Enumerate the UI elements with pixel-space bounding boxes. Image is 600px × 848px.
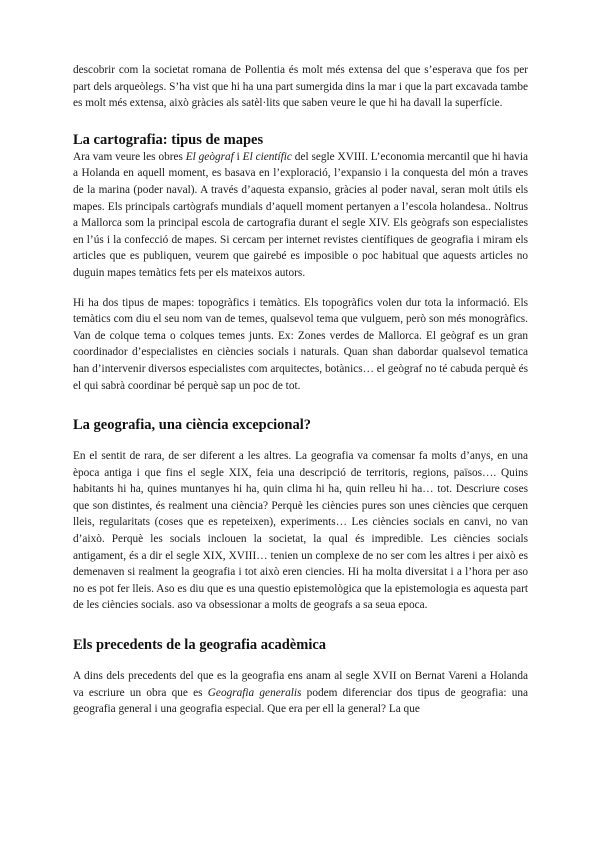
- text-run: podem diferenciar dos tipus de geografia: una geografia general i una geografia especial. Que era per ell la general? La que: [73, 686, 529, 716]
- text-run: del segle XVIII. L’economia mercantil que hi havia a Holanda en aquell moment, es basava en l’exploració, l’expansio i la conquesta del món a traves de la marina (poder naval). A través d’aquesta expansio, gràcies al poder naval, seran molt útils els mapes. Els principals cartògrafs mundials d’aquell moment pertanyen a l’escola holandesa.. Noltrus a Mallorca som la principal escola de cartografia durant el segle XIV. Els geògrafs son especialistes en l’ús i la confecció de mapes. Si cercam per internet revistes científiques de geografia i miram els articles que es publiquen, veurem que gairebé es imposible o poc habitual que aquests articles no duguin mapes temàtics fets per els mateixos autors.: [73, 150, 528, 279]
- italic-title-geografia-generalis: Geografia generalis: [207, 686, 302, 699]
- text-run: i: [233, 150, 243, 163]
- section-heading-precedents: Els precedents de la geografia acadèmica: [73, 637, 327, 654]
- cartografia-paragraph-2: Hi ha dos tipus de mapes: topogràfics i temàtics. Els topogràfics volen dur tota la informació. Els temàtics com diu el seu nom van de temes, qualsevol tema que vulguem, però son més monogràfics. Van de colque tema o colques temes junts. Ex: Zones verdes de Mallorca. El geògraf es un gran coordinador d’especialistes en ciències socials i naturals. Quan shan dabordar qualsevol tematica han d’intervenir diversos especialistes com arquitectes, botànics… el geògraf no té cabuda perquè és el qui sabrà coordinar bé perquè sap un poc de tot.: [73, 296, 528, 392]
- section-heading-ciencia-excepcional: La geografia, una ciència excepcional?: [73, 417, 312, 434]
- cartografia-paragraph-1: [73, 149, 528, 282]
- ciencia-paragraph-1: En el sentit de rara, de ser diferent a les altres. La geografia va comensar fa molts d’anys, en una època antiga i que fins el segle XIX, feia una descripció de territoris, regions, països…. Quins habitants hi ha, quines muntanyes hi ha, quin clima hi ha, quin relleu hi ha… tot. Descriure coses que son distintes, és realment una ciència? Perquè les ciències pures son unes ciències que cerquen lleis, regularitats (coses que es repeteixen), experiments… Les ciències socials en canvi, no van d’això. Perquè les socials inclouen la societat, la qual és impredible. Les ciències socials antigament, és a dir el segle XIX, XVIII… tenien un complexe de no ser com les altres i per això es demenaven si realment la geografia i tot això eren ciencies. Hi ha molta diversitat i a l’hora per aso no es pot fer lleis. Aso es diu que es una questio epistemològica que la epistemologia es aquesta part de les ciències socials. aso va obsessionar a molts de geografs a sa seua epoca.: [73, 450, 528, 612]
- section-heading-cartografia: La cartografia: tipus de mapes: [73, 131, 264, 148]
- italic-title-el-cientific: El científic: [242, 150, 292, 163]
- italic-title-el-geograf: El geògraf: [185, 150, 234, 163]
- document-page: [73, 62, 528, 718]
- text-run: A dins dels precedents del que es la geografia ens anam al segle XVII on Bernat Vareni a Holanda va escriure un obra que es: [73, 670, 528, 699]
- precedents-paragraph-1: [73, 668, 528, 718]
- intro-paragraph: descobrir com la societat romana de Pollentia és molt més extensa del que s’esperava que fos per part dels arqueòlegs. S’ha vist que hi ha una part sumergida dins la mar i que la part excavada tambe es molt més extensa, això gràcies als satèl·lits que saben veure le que hi ha davall la superfície.: [73, 64, 528, 110]
- text-run: Ara vam veure les obres: [73, 150, 186, 163]
